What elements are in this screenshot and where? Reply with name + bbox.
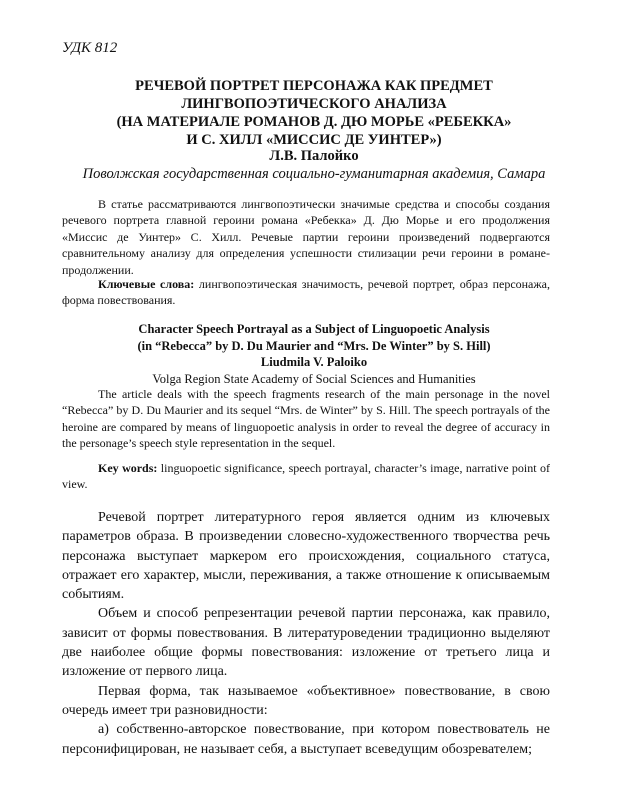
body-paragraph: Объем и способ репрезентации речевой партии персонажа, как правило, зависит от формы повествования. В литературоведении традиционно выделяют две наиболее общие формы повествования: изложение от третьего лица и изложение от первого лица. (62, 606, 550, 680)
russian-title-line: И С. ХИЛЛ «МИССИС ДЕ УИНТЕР») (186, 132, 442, 148)
russian-keywords-label: Ключевые слова: (98, 277, 195, 291)
russian-abstract (62, 196, 550, 278)
body-paragraph: Речевой портрет литературного героя является одним из ключевых параметров образа. В произведении словесно-художественного творчества речь персонажа выступает маркером его происхождения, социального статуса, отражает его характер, мысли, переживания, а также отношение к описываемым событиям. (62, 510, 550, 603)
body-paragraph: а) собственно-авторское повествование, при котором повествователь не персонифицирован, не называет себя, а выступает всеведущим обозревателем; (62, 722, 550, 757)
english-keywords-text: linguopoetic significance, speech portrayal, character’s image, narrative point of view. (62, 461, 550, 492)
english-title-block (62, 321, 566, 387)
russian-abstract-text: В статье рассматриваются лингвопоэтически значимые средства и способы создания речевого портрета главной героини романа «Ребекка» Д. Дю Морье и его продолжения «Миссис де Уинтер» С. Хилл. Речевые партии героини произведений подвергаются сравнительному анализу для определения успешности стилизации речи героини в романе-продолжении. (62, 197, 550, 277)
russian-title (62, 77, 566, 149)
russian-author: Л.В. Палойко (269, 148, 359, 164)
russian-title-line: РЕЧЕВОЙ ПОРТРЕТ ПЕРСОНАЖА КАК ПРЕДМЕТ (135, 78, 493, 94)
english-abstract-text: The article deals with the speech fragments research of the main personage in the novel “Rebecca” by D. Du Maurier and its sequel “Mrs. de Winter” by S. Hill. The speech portrayals of the heroine are compared by means of linguopoetic analysis in order to reveal the degree of accuracy in the personage’s speech style representation in the sequel. (62, 387, 550, 451)
english-keywords-label: Key words: (98, 461, 158, 475)
english-title-line: Character Speech Portrayal as a Subject of Linguopoetic Analysis (138, 322, 490, 336)
body-paragraph: Первая форма, так называемое «объективное» повествование, в свою очередь имеет три разновидности: (62, 683, 550, 718)
russian-title-line: ЛИНГВОПОЭТИЧЕСКОГО АНАЛИЗА (181, 96, 447, 112)
russian-title-line: (НА МАТЕРИАЛЕ РОМАНОВ Д. ДЮ МОРЬЕ «РЕБЕККА» (116, 114, 512, 130)
russian-affiliation: Поволжская государственная социально-гуманитарная академия, Самара (82, 166, 546, 182)
english-author: Liudmila V. Paloiko (260, 355, 368, 369)
russian-keywords-text: лингвопоэтическая значимость, речевой портрет, образ персонажа, форма повествования. (62, 277, 551, 308)
english-abstract (62, 386, 550, 452)
english-affiliation: Volga Region State Academy of Social Sciences and Humanities (152, 371, 476, 386)
english-title-line: (in “Rebecca” by D. Du Maurier and “Mrs. De Winter” by S. Hill) (137, 338, 491, 353)
udk-code: УДК 812 (62, 40, 118, 56)
english-keywords (62, 460, 550, 493)
main-body (62, 508, 550, 759)
russian-keywords (62, 276, 550, 309)
